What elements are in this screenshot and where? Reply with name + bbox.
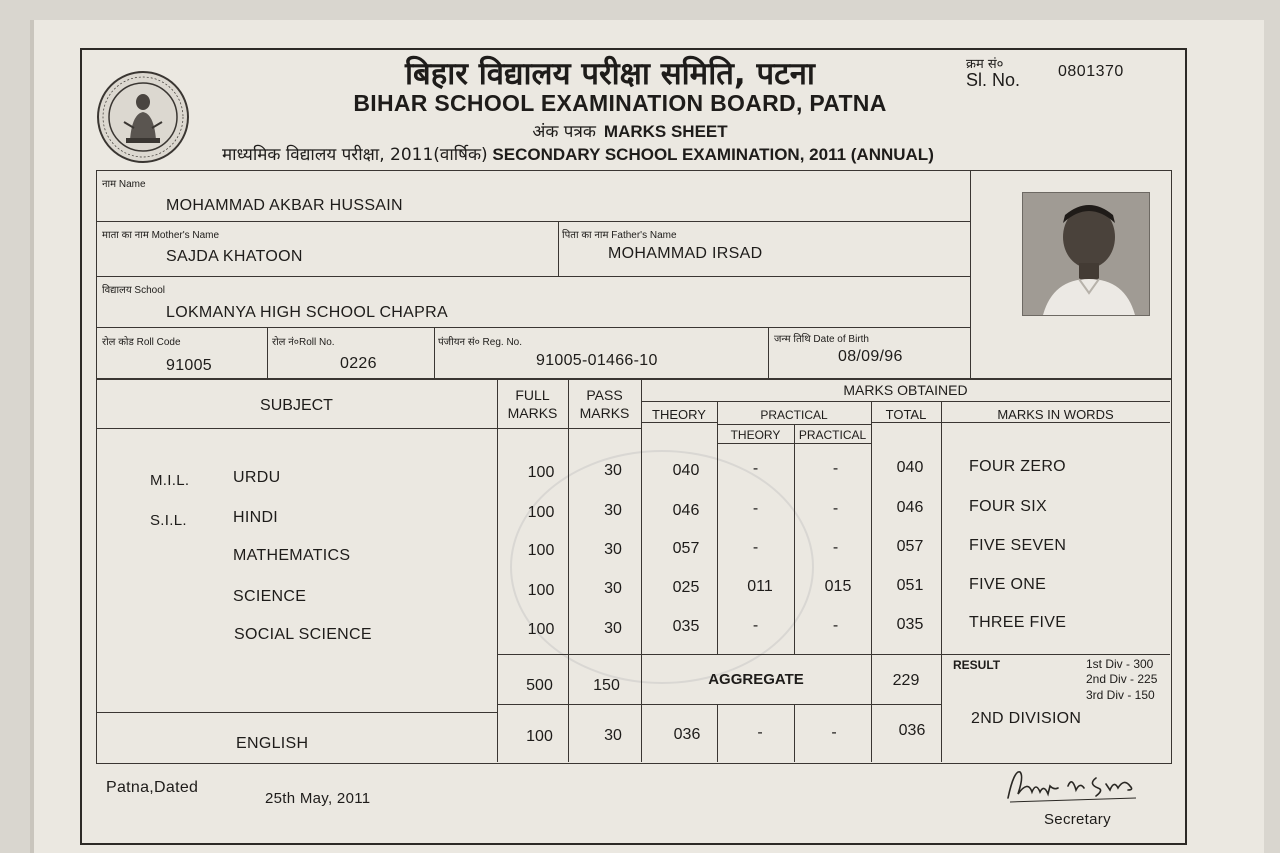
row-divider — [96, 712, 497, 713]
row-pass-marks: 30 — [604, 541, 622, 558]
serial-number: 0801370 — [1058, 63, 1124, 80]
header-marks-in-words: MARKS IN WORDS — [997, 407, 1114, 422]
row-divider — [641, 401, 1170, 402]
aggregate-label: AGGREGATE — [708, 671, 804, 688]
row-practical-practical: - — [832, 539, 839, 556]
marks-sheet-hindi: अंक पत्रक — [532, 122, 596, 142]
row-divider — [96, 428, 641, 429]
header-practical-practical: PRACTICAL — [798, 428, 867, 442]
mother-name: SAJDA KHATOON — [166, 248, 303, 265]
col-divider — [267, 327, 268, 378]
row-words: FOUR SIX — [969, 498, 1047, 515]
aggregate-pass-marks: 150 — [593, 677, 620, 694]
reg-no: 91005-01466-10 — [536, 352, 658, 369]
header-pass-1: PASS — [586, 387, 623, 403]
row-full-marks: 100 — [527, 621, 555, 638]
student-photo-image — [1023, 193, 1149, 315]
row-total: 040 — [896, 459, 924, 476]
row-theory: 035 — [672, 618, 700, 635]
secretary-label: Secretary — [1044, 811, 1111, 828]
row-practical-practical: 015 — [824, 578, 852, 595]
header-total: TOTAL — [885, 407, 927, 422]
serial-label-hindi: क्रम सं० — [966, 57, 1004, 72]
row-full-marks: 100 — [527, 504, 555, 521]
roll-code: 91005 — [166, 357, 212, 374]
row-theory: 040 — [672, 462, 700, 479]
english-practical-practical: - — [831, 724, 837, 741]
col-divider — [871, 654, 872, 762]
result-label: RESULT — [953, 658, 1001, 672]
row-words: FIVE SEVEN — [969, 537, 1067, 554]
row-divider — [96, 276, 970, 277]
header-full-1: FULL — [515, 387, 550, 403]
row-divider — [871, 422, 1170, 423]
row-full-marks: 100 — [527, 582, 555, 599]
issue-date: 25th May, 2011 — [265, 790, 371, 807]
row-theory: 025 — [672, 579, 700, 596]
row-divider — [497, 654, 1170, 655]
row-theory: 046 — [672, 502, 700, 519]
row-divider — [717, 443, 871, 444]
exam-heading — [222, 142, 1052, 165]
row-full-marks: 100 — [527, 464, 555, 481]
row-practical-theory: - — [752, 500, 759, 517]
header-subject: SUBJECT — [260, 397, 333, 414]
row-practical-practical: - — [832, 500, 839, 517]
english-pass-marks: 30 — [604, 727, 622, 744]
header-practical: PRACTICAL — [760, 408, 828, 422]
exam-english: SECONDARY SCHOOL EXAMINATION, 2011 (ANNUAL) — [492, 145, 934, 164]
exam-hindi: माध्यमिक विद्यालय परीक्षा, 2011(वार्षिक) — [222, 145, 488, 165]
serial-label-english: Sl. No. — [966, 70, 1021, 90]
school-label: विद्यालय School — [102, 285, 165, 296]
row-practical-theory: - — [752, 460, 759, 477]
row-divider — [497, 704, 941, 705]
english-full-marks: 100 — [526, 728, 553, 745]
row-subject: URDU — [233, 469, 281, 486]
row-practical-theory: 011 — [747, 578, 773, 595]
board-emblem-icon — [96, 70, 190, 164]
row-total: 051 — [896, 577, 924, 594]
photo-divider — [970, 170, 971, 378]
col-divider — [434, 327, 435, 378]
board-title-hindi: बिहार विद्यालय परीक्षा समिति, पटना — [405, 56, 815, 92]
row-subject: MATHEMATICS — [233, 547, 351, 564]
row-divider — [96, 327, 970, 328]
row-practical-practical: - — [832, 460, 839, 477]
result-div1: 1st Div - 300 — [1086, 657, 1154, 671]
row-practical-practical: - — [832, 617, 839, 634]
dob-label: जन्म तिथि Date of Birth — [774, 334, 869, 345]
roll-no: 0226 — [340, 355, 377, 372]
row-pass-marks: 30 — [604, 620, 622, 637]
father-name-label: पिता का नाम Father's Name — [562, 230, 677, 241]
header-practical-theory: THEORY — [730, 428, 781, 442]
reg-no-label: पंजीयन सं० Reg. No. — [438, 337, 523, 348]
marks-sheet-english: MARKS SHEET — [603, 122, 728, 141]
father-name: MOHAMMAD IRSAD — [608, 245, 763, 262]
row-total: 046 — [896, 499, 924, 516]
english-subject: ENGLISH — [236, 735, 309, 752]
place-label: Patna,Dated — [106, 779, 199, 796]
row-subject: HINDI — [233, 509, 279, 526]
row-pass-marks: 30 — [604, 580, 622, 597]
marks-sheet-heading — [250, 119, 1010, 142]
english-practical-theory: - — [757, 724, 763, 741]
row-total: 057 — [896, 538, 924, 555]
row-pass-marks: 30 — [604, 462, 622, 479]
secretary-signature-icon — [1000, 764, 1140, 806]
aggregate-full-marks: 500 — [526, 677, 553, 694]
row-pass-marks: 30 — [604, 502, 622, 519]
roll-no-label: रोल नं०Roll No. — [272, 337, 335, 348]
row-total: 035 — [896, 616, 924, 633]
date-of-birth: 08/09/96 — [838, 348, 903, 365]
row-full-marks: 100 — [527, 542, 555, 559]
english-total: 036 — [898, 722, 926, 739]
mil-label: M.I.L. — [150, 472, 190, 489]
board-title-english: BIHAR SCHOOL EXAMINATION BOARD, PATNA — [353, 90, 887, 116]
row-divider — [641, 422, 717, 423]
row-divider — [96, 221, 970, 222]
row-practical-theory: - — [752, 617, 759, 634]
row-theory: 057 — [672, 540, 700, 557]
col-divider — [768, 327, 769, 378]
header-marks-obtained: MARKS OBTAINED — [843, 382, 968, 398]
row-words: FOUR ZERO — [969, 458, 1066, 475]
row-words: THREE FIVE — [969, 614, 1067, 631]
row-words: FIVE ONE — [969, 576, 1047, 593]
header-theory: THEORY — [652, 407, 706, 422]
english-theory: 036 — [673, 726, 701, 743]
roll-code-label: रोल कोड Roll Code — [102, 337, 181, 348]
marks-table — [96, 378, 1172, 764]
aggregate-total: 229 — [892, 672, 920, 689]
header-full-2: MARKS — [507, 405, 558, 421]
sil-label: S.I.L. — [150, 512, 187, 529]
result-value: 2ND DIVISION — [971, 710, 1082, 727]
student-photo — [1022, 192, 1150, 316]
header-pass-2: MARKS — [579, 405, 630, 421]
result-div2: 2nd Div - 225 — [1086, 672, 1158, 686]
mother-name-label: माता का नाम Mother's Name — [102, 230, 220, 241]
name-label: नाम Name — [102, 179, 146, 190]
student-name: MOHAMMAD AKBAR HUSSAIN — [166, 197, 403, 214]
row-subject: SOCIAL SCIENCE — [234, 626, 372, 643]
row-subject: SCIENCE — [233, 588, 307, 605]
school-name: LOKMANYA HIGH SCHOOL CHAPRA — [166, 304, 448, 321]
row-practical-theory: - — [752, 539, 759, 556]
col-divider — [558, 221, 559, 276]
result-div3: 3rd Div - 150 — [1086, 688, 1155, 702]
